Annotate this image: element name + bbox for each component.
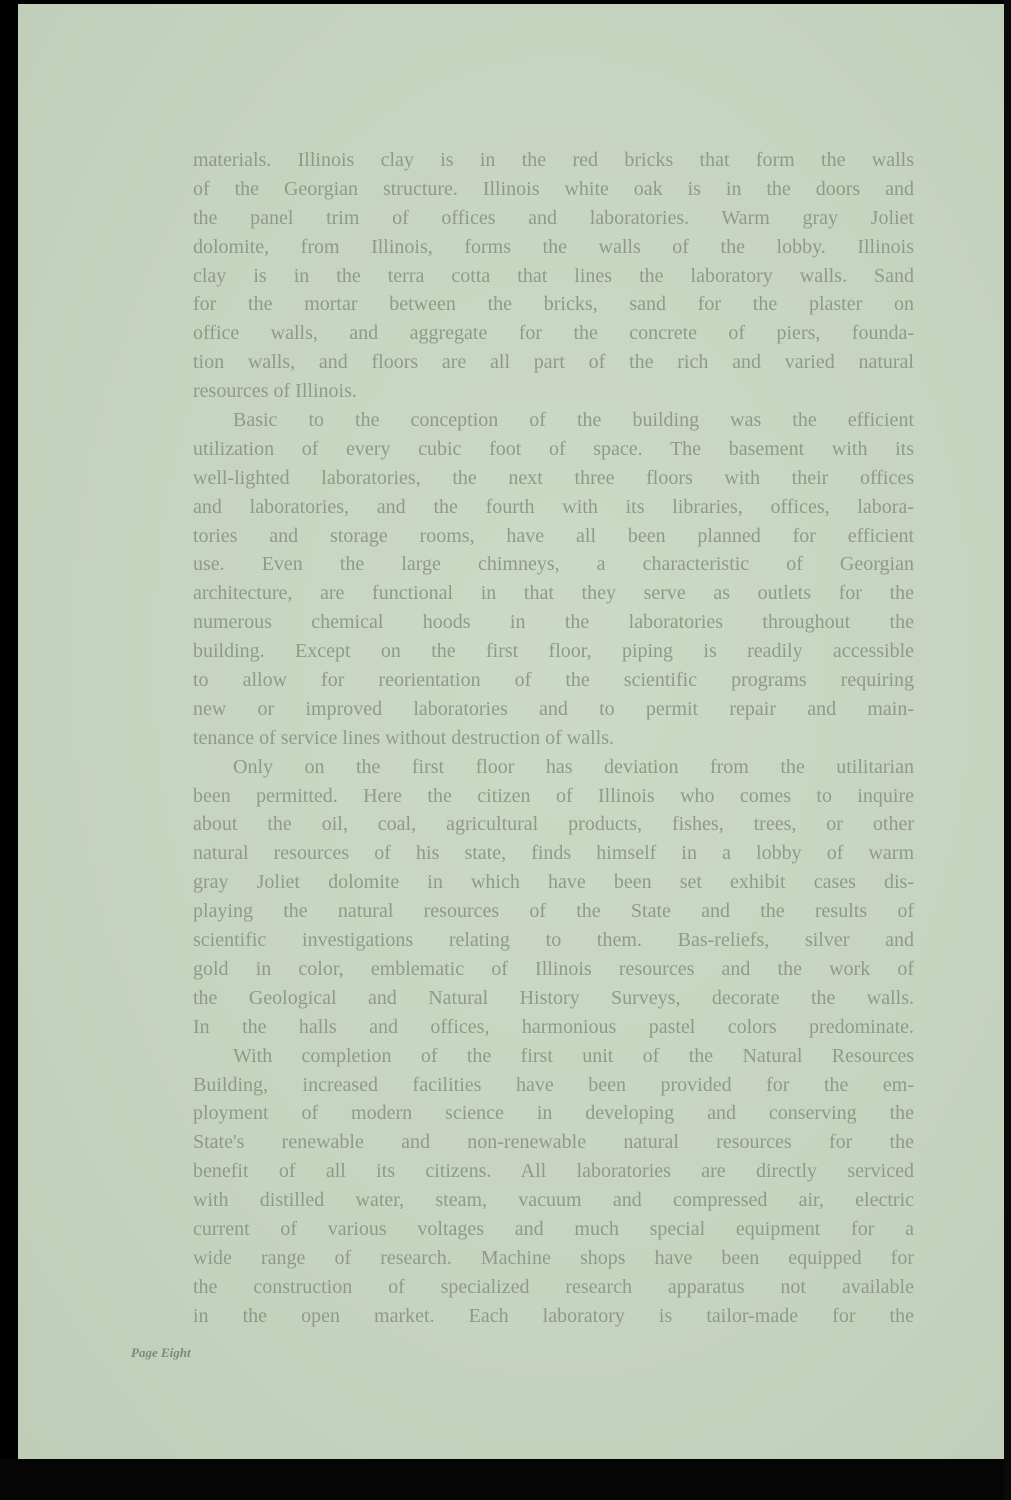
- text-line-14: tories and storage rooms, have all been planned for efficient: [193, 524, 914, 547]
- body-text: [193, 146, 914, 1331]
- text-line-38: current of various voltages and much special equipment for a: [193, 1217, 914, 1240]
- text-line-25: natural resources of his state, finds himself in a lobby of warm: [193, 842, 914, 865]
- page-number-label: Page Eight: [131, 1345, 191, 1360]
- text-line-15: use. Even the large chimneys, a characteristic of Georgian: [193, 553, 914, 576]
- text-line-27: playing the natural resources of the State and the results of: [193, 900, 914, 923]
- text-line-22: Only on the first floor has deviation from the utilitarian: [233, 755, 914, 778]
- text-line-16: architecture, are functional in that they serve as outlets for the: [193, 582, 914, 605]
- text-line-3: the panel trim of offices and laboratories. Warm gray Joliet: [193, 206, 914, 229]
- text-line-29: gold in color, emblematic of Illinois resources and the work of: [193, 957, 914, 980]
- text-line-13: and laboratories, and the fourth with its libraries, offices, labora-: [193, 495, 914, 518]
- text-line-21: tenance of service lines without destruction of walls.: [193, 726, 614, 749]
- text-line-20: new or improved laboratories and to permit repair and main-: [193, 697, 914, 720]
- text-line-7: office walls, and aggregate for the concrete of piers, founda-: [193, 322, 914, 345]
- text-line-31: In the halls and offices, harmonious pastel colors predominate.: [193, 1015, 914, 1038]
- text-line-5: clay is in the terra cotta that lines the laboratory walls. Sand: [193, 264, 914, 287]
- text-line-10: Basic to the conception of the building was the efficient: [233, 409, 914, 432]
- text-line-28: scientific investigations relating to them. Bas-reliefs, silver and: [193, 929, 914, 952]
- text-line-8: tion walls, and floors are all part of the rich and varied natural: [193, 351, 914, 374]
- text-line-35: State's renewable and non-renewable natural resources for the: [193, 1131, 914, 1154]
- scan-bottom-edge: [0, 1459, 1011, 1500]
- text-line-39: wide range of research. Machine shops have been equipped for: [193, 1246, 914, 1269]
- text-line-33: Building, increased facilities have been provided for the em-: [193, 1073, 914, 1096]
- document-page: [18, 4, 1008, 1459]
- scan-right-edge: [1004, 0, 1011, 1500]
- text-line-23: been permitted. Here the citizen of Illinois who comes to inquire: [193, 784, 914, 807]
- text-line-40: the construction of specialized research apparatus not available: [193, 1275, 914, 1298]
- text-line-9: resources of Illinois.: [193, 380, 357, 403]
- text-line-30: the Geological and Natural History Surveys, decorate the walls.: [193, 986, 914, 1009]
- text-line-32: With completion of the first unit of the Natural Resources: [233, 1044, 914, 1067]
- text-line-11: utilization of every cubic foot of space. The basement with its: [193, 437, 914, 460]
- text-line-4: dolomite, from Illinois, forms the walls of the lobby. Illinois: [193, 235, 914, 258]
- text-line-1: materials. Illinois clay is in the red bricks that form the walls: [193, 149, 914, 171]
- text-line-36: benefit of all its citizens. All laboratories are directly serviced: [193, 1160, 914, 1183]
- text-line-12: well-lighted laboratories, the next three floors with their offices: [193, 466, 914, 489]
- text-line-19: to allow for reorientation of the scientific programs requiring: [193, 669, 914, 692]
- text-line-34: ployment of modern science in developing and conserving the: [193, 1102, 914, 1125]
- text-line-37: with distilled water, steam, vacuum and compressed air, electric: [193, 1189, 914, 1212]
- text-line-2: of the Georgian structure. Illinois white oak is in the doors and: [193, 177, 914, 200]
- text-line-17: numerous chemical hoods in the laboratories throughout the: [193, 611, 914, 634]
- text-line-41: in the open market. Each laboratory is tailor-made for the: [193, 1304, 914, 1327]
- text-line-6: for the mortar between the bricks, sand for the plaster on: [193, 293, 914, 316]
- text-line-24: about the oil, coal, agricultural products, fishes, trees, or other: [193, 813, 914, 836]
- text-line-18: building. Except on the first floor, piping is readily accessible: [193, 640, 914, 663]
- text-line-26: gray Joliet dolomite in which have been set exhibit cases dis-: [193, 871, 914, 894]
